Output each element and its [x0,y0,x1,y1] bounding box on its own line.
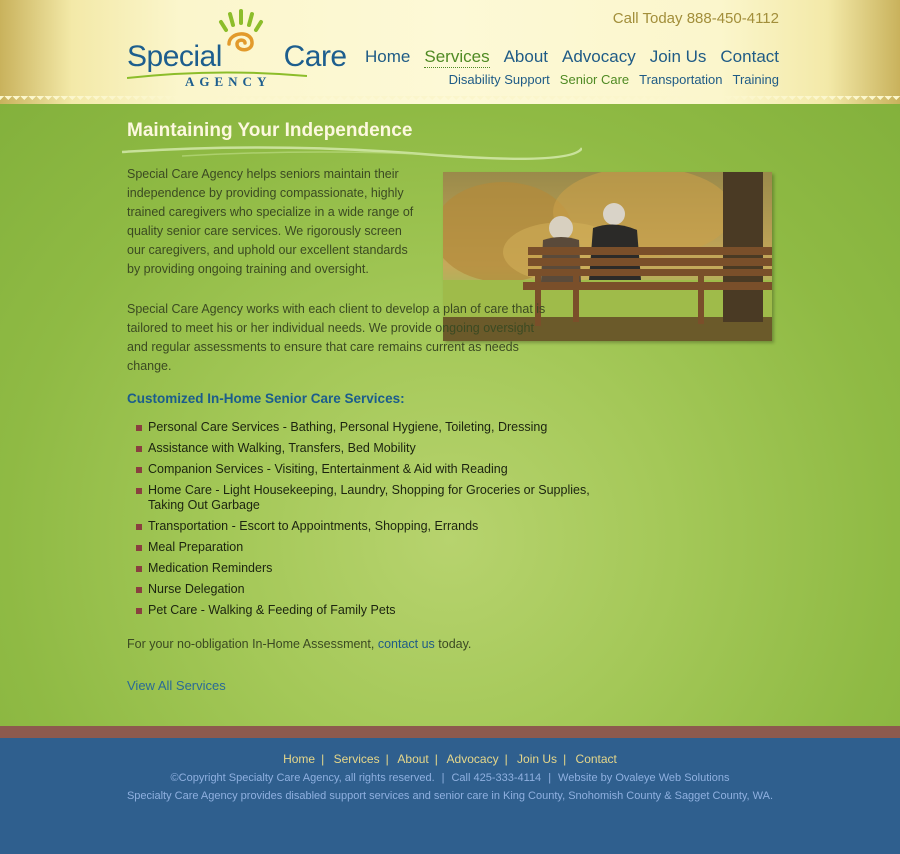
footer-nav-services[interactable]: Services [333,752,380,766]
care-plan-paragraph: Special Care Agency works with each client to develop a plan of care that is tailored to meet his or her individual needs. We provide ongoing oversight and regular assessments to ensure that care remains current as needs change. [127,302,546,373]
square-bullet-icon [136,488,142,494]
service-item [136,441,596,456]
footer-nav-contact[interactable]: Contact [575,752,617,766]
site-header [0,0,900,104]
square-bullet-icon [136,446,142,452]
footer-stripe [0,726,900,738]
footer-phone-link[interactable]: Call 425-333-4114 [451,772,542,784]
subnav-senior-care[interactable]: Senior Care [559,72,630,87]
site-logo[interactable] [127,8,347,89]
square-bullet-icon [136,425,142,431]
subnav-disability-support[interactable]: Disability Support [448,72,550,87]
service-item-label: Home Care - Light Housekeeping, Laundry, Shopping for Groceries or Supplies, Taking Out Garbage [148,483,590,512]
logo-word-special: Special [127,40,222,73]
contact-us-link[interactable]: contact us [377,637,435,651]
web-credit-link[interactable]: Website by Ovaleye Web Solutions [558,772,730,784]
subnav-training[interactable]: Training [732,72,779,87]
nav-join-us[interactable]: Join Us [649,47,707,66]
intro-paragraph: Special Care Agency helps seniors maintain their independence by providing compassionate, highly trained caregivers who specialize in a wide range of quality senior care services. We rigorously screen our caregivers, and uphold our excellent standards by providing ongoing training and oversight. [127,167,414,276]
nav-services[interactable]: Services [424,47,490,66]
footer-nav-about[interactable]: About [397,752,429,766]
footer-nav-join-us[interactable]: Join Us [517,752,558,766]
service-item-label: Companion Services - Visiting, Entertainment & Aid with Reading [148,462,508,476]
service-item-label: Medication Reminders [148,561,273,575]
service-item-label: Assistance with Walking, Transfers, Bed Mobility [148,441,416,455]
service-item-label: Transportation - Escort to Appointments, Shopping, Errands [148,519,479,533]
square-bullet-icon [136,524,142,530]
service-item [136,540,596,555]
service-item [136,420,596,435]
logo-agency: AGENCY [185,74,272,89]
square-bullet-icon [136,608,142,614]
main-nav [365,47,779,68]
title-underline-swoosh [122,140,582,162]
square-bullet-icon [136,545,142,551]
logo-word-care: Care [283,40,347,73]
service-item-label: Meal Preparation [148,540,244,554]
service-item [136,483,596,513]
service-item [136,519,596,534]
footer-nav-advocacy[interactable]: Advocacy [446,752,499,766]
page-title: Maintaining Your Independence [127,120,413,141]
square-bullet-icon [136,587,142,593]
view-all-services-link[interactable]: View All Services [127,678,226,693]
cta-text-before: For your no-obligation In-Home Assessment, [127,637,378,651]
service-item-label: Nurse Delegation [148,582,245,596]
logo-wordmark [127,40,347,74]
services-heading: Customized In-Home Senior Care Services: [127,391,405,406]
service-item [136,462,596,477]
subnav-transportation[interactable]: Transportation [639,72,723,87]
cta-text-after: today. [434,637,472,651]
services-list [136,420,596,624]
site-footer [0,738,900,854]
square-bullet-icon [136,467,142,473]
service-item [136,603,596,618]
nav-about[interactable]: About [503,47,549,66]
square-bullet-icon [136,566,142,572]
sub-nav [449,72,779,87]
nav-home[interactable]: Home [365,47,411,66]
nav-advocacy[interactable]: Advocacy [562,47,636,66]
footer-legal-line: ©Copyright Specialty Care Agency, all rights reserved. | Call 425-333-4114 | Website by Ovaleye Web Solutions [170,772,730,784]
service-item [136,561,596,576]
footer-nav: Home | Services | About | Advocacy | Join Us | Contact [283,752,617,766]
header-phone: Call Today 888-450-4112 [612,10,779,27]
footer-nav-home[interactable]: Home [283,752,316,766]
nav-contact[interactable]: Contact [720,47,779,66]
service-item-label: Pet Care - Walking & Feeding of Family Pets [148,603,396,617]
assessment-cta [127,637,471,651]
service-item [136,582,596,597]
footer-tagline: Specialty Care Agency provides disabled support services and senior care in King County, Snohomish County & Sagget County, WA. [126,790,774,802]
copyright-text: ©Copyright Specialty Care Agency, all rights reserved. [170,772,435,784]
service-item-label: Personal Care Services - Bathing, Personal Hygiene, Toileting, Dressing [148,420,548,434]
